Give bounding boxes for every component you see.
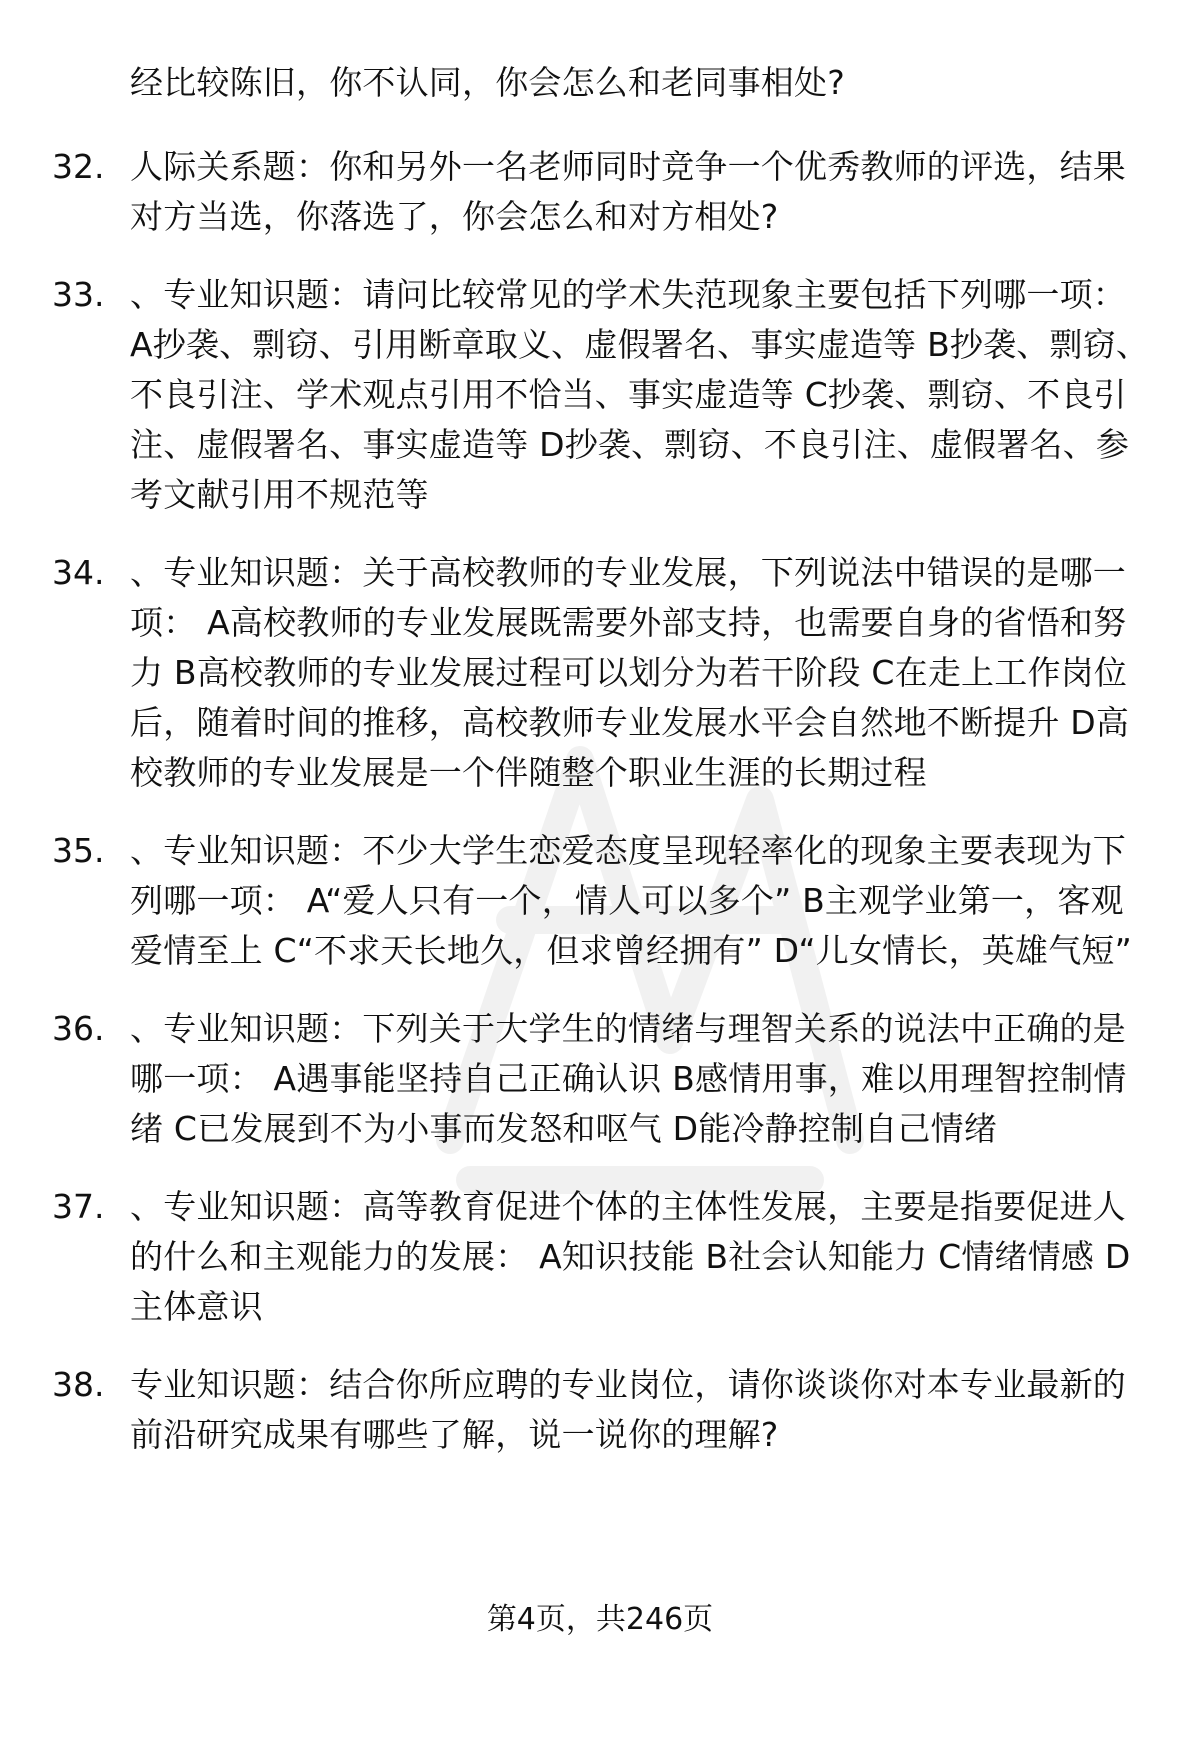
question-item bbox=[0, 1004, 1200, 1154]
question-item bbox=[0, 270, 1200, 520]
question-number: 36. bbox=[52, 1009, 105, 1048]
question-list bbox=[0, 142, 1200, 1488]
question-text: 、专业知识题：下列关于大学生的情绪与理智关系的说法中正确的是哪一项： A遇事能坚持自己正确认识 B感情用事，难以用理智控制情绪 C已发展到不为小事而发怒和呕气 D能冷静控制自己情绪 bbox=[130, 1009, 1127, 1148]
question-text: 专业知识题：结合你所应聘的专业岗位，请你谈谈你对本专业最新的前沿研究成果有哪些了解，说一说你的理解? bbox=[130, 1365, 1126, 1454]
question-number: 38. bbox=[52, 1365, 105, 1404]
intro-line: 经比较陈旧，你不认同，你会怎么和老同事相处? bbox=[130, 63, 845, 102]
page-footer: 第4页，共246页 bbox=[486, 1602, 714, 1637]
question-text: 人际关系题：你和另外一名老师同时竞争一个优秀教师的评选，结果对方当选，你落选了，你会怎么和对方相处? bbox=[130, 147, 1126, 236]
question-text: 、专业知识题：高等教育促进个体的主体性发展，主要是指要促进人的什么和主观能力的发展： A知识技能 B社会认知能力 C情绪情感 D主体意识 bbox=[130, 1187, 1131, 1326]
question-item bbox=[0, 1360, 1200, 1460]
question-number: 32. bbox=[52, 147, 105, 186]
question-item bbox=[0, 548, 1200, 798]
question-number: 34. bbox=[52, 553, 105, 592]
question-item bbox=[0, 826, 1200, 976]
question-number: 33. bbox=[52, 275, 105, 314]
question-number: 35. bbox=[52, 831, 105, 870]
question-number: 37. bbox=[52, 1187, 105, 1226]
question-text: 、专业知识题：不少大学生恋爱态度呈现轻率化的现象主要表现为下列哪一项： A“爱人只有一个，情人可以多个” B主观学业第一，客观爱情至上 C“不求天长地久，但求曾经拥有” D“儿女情长，英雄气短” bbox=[130, 831, 1132, 970]
question-item bbox=[0, 1182, 1200, 1332]
question-text: 、专业知识题：请问比较常见的学术失范现象主要包括下列哪一项： A抄袭、剽窃、引用断章取义、虚假署名、事实虚造等 B抄袭、剽窃、不良引注、学术观点引用不恰当、事实虚造等 C抄袭、剽窃、不良引注、虚假署名、事实虚造等 D抄袭、剽窃、不良引注、虚假署名、参考文献引用不规范等 bbox=[130, 275, 1150, 514]
question-text: 、专业知识题：关于高校教师的专业发展，下列说法中错误的是哪一项： A高校教师的专业发展既需要外部支持，也需要自身的省悟和努力 B高校教师的专业发展过程可以划分为若干阶段 C在走上工作岗位后，随着时间的推移，高校教师专业发展水平会自然地不断提升 D高校教师的专业发展是一个伴随整个职业生涯的长期过程 bbox=[130, 553, 1130, 792]
question-item bbox=[0, 142, 1200, 242]
